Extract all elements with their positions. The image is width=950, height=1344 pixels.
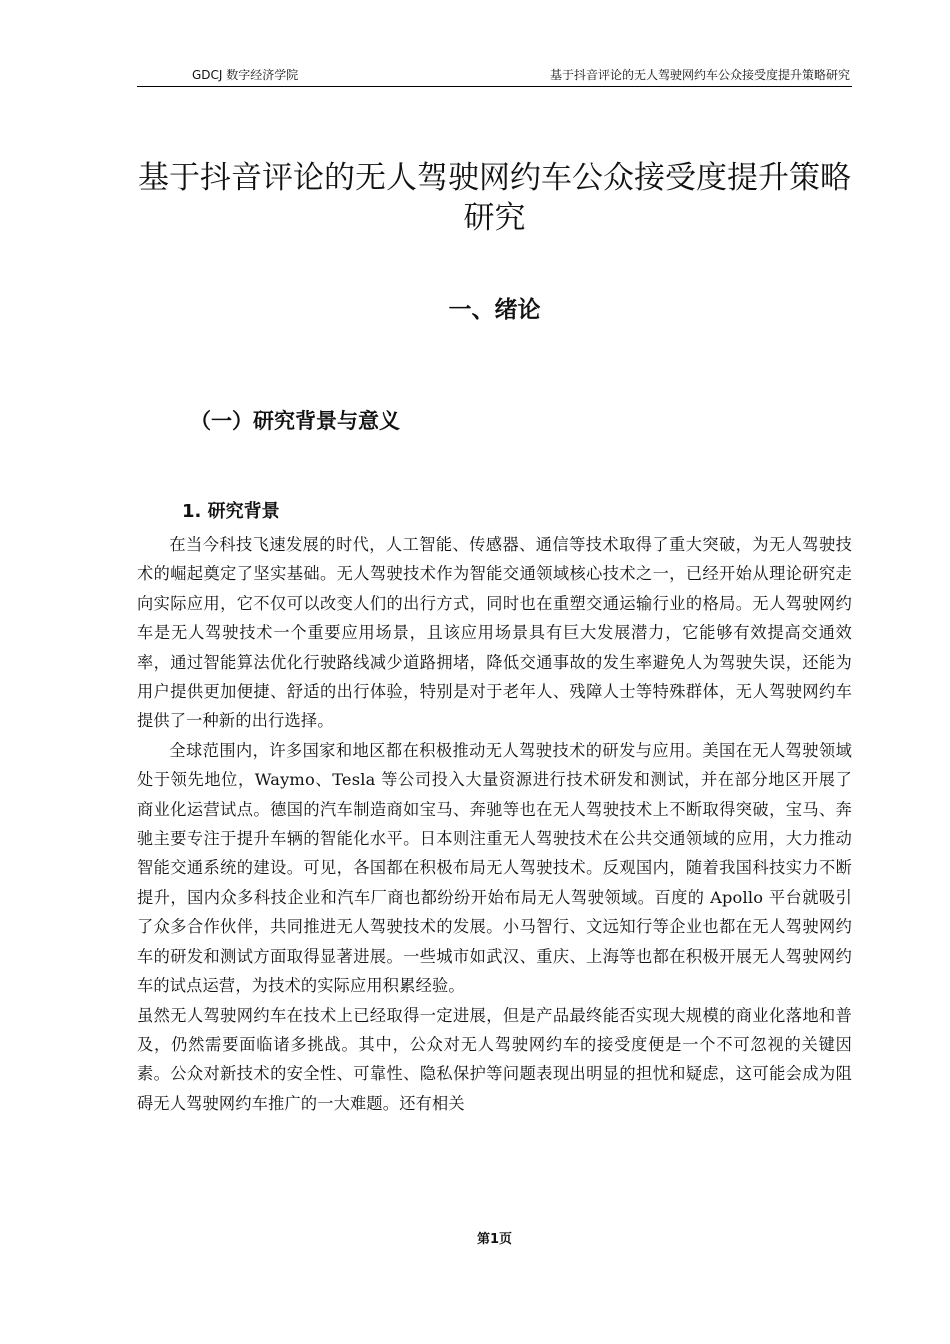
paragraph: 在当今科技飞速发展的时代，人工智能、传感器、通信等技术取得了重大突破，为无人驾驶技术的崛起奠定了坚实基础。无人驾驶技术作为智能交通领域核心技术之一，已经开始从理论研究走向实际应用，它不仅可以改变人们的出行方式，同时也在重塑交通运输行业的格局。无人驾驶网约车是无人驾驶技术一个重要应用场景，且该应用场景具有巨大发展潜力，它能够有效提高交通效率，通过智能算法优化行驶路线减少道路拥堵，降低交通事故的发生率避免人为驾驶失误，还能为用户提供更加便捷、舒适的出行体验，特别是对于老年人、残障人士等特殊群体，无人驾驶网约车提供了一种新的出行选择。 [137, 535, 852, 731]
header-running-title: 基于抖音评论的无人驾驶网约车公众接受度提升策略研究 [549, 68, 850, 82]
header-institution: GDCJ 数字经济学院 [192, 68, 299, 82]
document-title: 基于抖音评论的无人驾驶网约车公众接受度提升策略研究 [138, 160, 851, 236]
body-text [137, 530, 852, 1118]
paragraph: 全球范围内，许多国家和地区都在积极推动无人驾驶技术的研发与应用。美国在无人驾驶领域处于领先地位，Waymo、Tesla 等公司投入大量资源进行技术研发和测试，并在部分地区开展了商业化运营试点。德国的汽车制造商如宝马、奔驰等也在无人驾驶技术上不断取得突破，宝马、奔驰主要专注于提升车辆的智能化水平。日本则注重无人驾驶技术在公共交通领域的应用，大力推动智能交通系统的建设。可见，各国都在积极布局无人驾驶技术。反观国内，随着我国科技实力不断提升，国内众多科技企业和汽车厂商也都纷纷开始布局无人驾驶领域。百度的 Apollo 平台就吸引了众多合作伙伴，共同推进无人驾驶技术的发展。小马智行、文远知行等企业也都在无人驾驶网约车的研发和测试方面取得显著进展。一些城市如武汉、重庆、上海等也都在积极开展无人驾驶网约车的试点运营，为技术的实际应用积累经验。 [137, 740, 852, 996]
page-header [137, 66, 852, 87]
subsection-heading: 1. 研究背景 [182, 501, 280, 522]
chapter-heading: 一、绪论 [448, 297, 541, 323]
page-number: 第1页 [476, 1232, 513, 1247]
paragraph: 虽然无人驾驶网约车在技术上已经取得一定进展，但是产品最终能否实现大规模的商业化落地和普及，仍然需要面临诸多挑战。其中，公众对无人驾驶网约车的接受度便是一个不可忽视的关键因素。公众对新技术的安全性、可靠性、隐私保护等问题表现出明显的担忧和疑虑，这可能会成为阻碍无人驾驶网约车推广的一大难题。还有相关 [137, 1005, 852, 1113]
section-heading: （一）研究背景与意义 [190, 409, 400, 433]
